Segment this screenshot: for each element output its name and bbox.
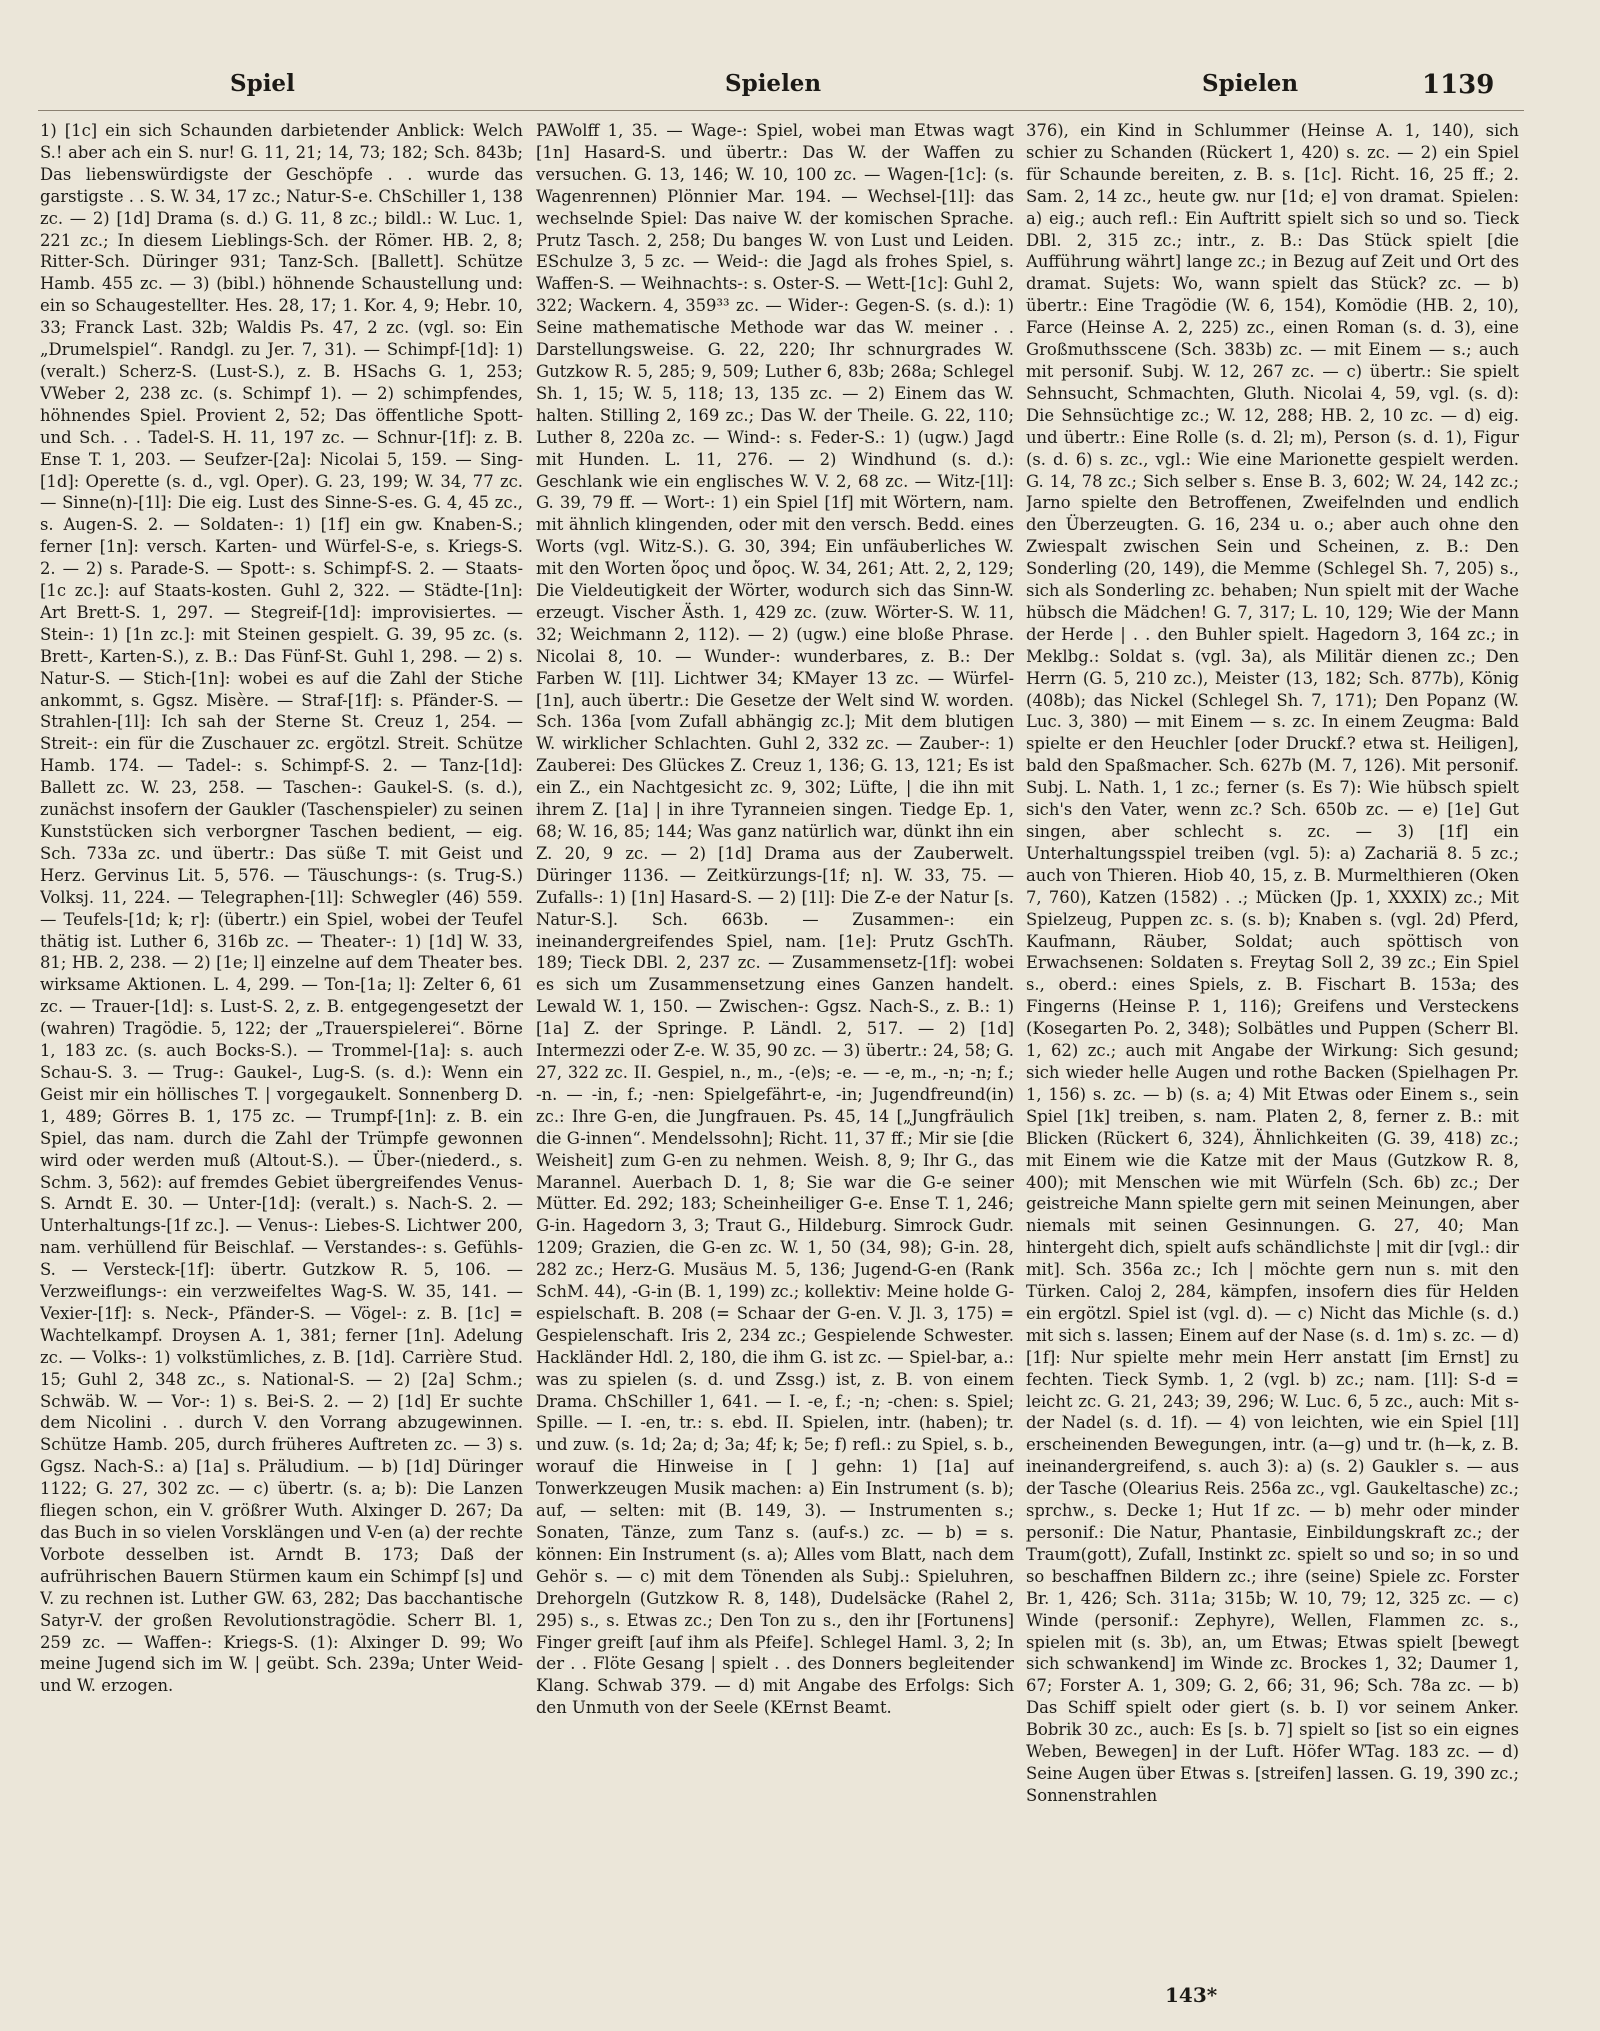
page-number: 1139 bbox=[1422, 70, 1495, 100]
running-header bbox=[0, 70, 1600, 110]
header-center-word: Spielen bbox=[725, 70, 822, 97]
text-column-1 bbox=[40, 120, 523, 1960]
text-column-2 bbox=[536, 120, 1014, 1960]
column-3-text: 376), ein Kind in Schlummer (Heinse A. 1, 140), sich schier zu Schanden (Rückert 1, 420) s. zc. — 2) ein Spiel für Schaunde bereiten, z. B. s. [1c]. Richt. 16, 25 ff.; 2. Sam. 2, 14 zc., heute gw. nur [1d; e] von dramat. Spielen: a) eig.; auch refl.: Ein Auftritt spielt sich so und so. Tieck DBl. 2, 315 zc.; intr., z. B.: Das Stück spielt [die Aufführung währt] lange zc.; in Bezug auf Zeit und Ort des dramat. Sujets: Wo, wann spielt das Stück? zc. — b) übertr.: Eine Tragödie (W. 6, 154), Komödie (HB. 2, 10), Farce (Heinse A. 2, 225) zc., einen Roman (s. d. 3), eine Großmuthsscene (Sch. 383b) zc. — mit Einem — s.; auch mit personif. Subj. W. 12, 267 zc. — c) übertr.: Sie spielt Sehnsucht, Schmachten, Gluth. Nicolai 4, 59, vgl. (s. d): Die Sehnsüchtige zc.; W. 12, 288; HB. 2, 10 zc. — d) eig. und übertr.: Eine Rolle (s. d. 2l; m), Person (s. d. 1), Figur (s. d. 6) s. zc., vgl.: Wie eine Marionette gespielt werden. G. 14, 78 zc.; Sich selber s. Ense B. 3, 602; W. 24, 142 zc.; Jarno spielte den Betroffenen, Zweifelnden und endlich den Überzeugten. G. 16, 234 u. o.; aber auch ohne den Zwiespalt zwischen Sein und Scheinen, z. B.: Den Sonderling (20, 149), die Memme (Schlegel Sh. 7, 205) s., sich als Sonderling zc. behaben; Nun spielt mit der Wache hübsch die Mädchen! G. 7, 317; L. 10, 129; Wie der Mann der Herde | . . den Buhler spielt. Hagedorn 3, 164 zc.; in Meklbg.: Soldat s. (vgl. 3a), als Militär dienen zc.; Den Herrn (G. 5, 210 zc.), Meister (13, 182; Sch. 877b), König (408b); das Nickel (Schlegel Sh. 7, 171); Den Popanz (W. Luc. 3, 380) — mit Einem — s. zc. In einem Zeugma: Bald spielte er den Heuchler [oder Druckf.? etwa st. Heiligen], bald den Spaßmacher. Sch. 627b (M. 7, 126). Mit personif. Subj. L. Nath. 1, 1 zc.; ferner (s. Es 7): Wie hübsch spielt sich's den Vater, wenn zc.? Sch. 650b zc. — e) [1e] Gut singen, aber schlecht s. zc. — 3) [1f] ein Unterhaltungsspiel treiben (vgl. 5): a) Zachariä 8. 5 zc.; auch von Thieren. Hiob 40, 15, z. B. Murmelthieren (Oken 7, 760), Katzen (1582) . .; Mücken (Jp. 1, XXXIX) zc.; Mit Spielzeug, Puppen zc. s. (s. b); Knaben s. (vgl. 2d) Pferd, Kaufmann, Räuber, Soldat; auch spöttisch von Erwachsenen: Soldaten s. Freytag Soll 2, 39 zc.; Ein Spiel s., oberd.: eines Spiels, z. B. Fischart B. 153a; des Fingerns (Heinse P. 1, 116); Greifens und Versteckens (Kosegarten Po. 2, 348); Solbätles und Puppen (Scherr Bl. 1, 62) zc.; auch mit Angabe der Wirkung: Sich gesund; sich wieder helle Augen und rothe Backen (Spielhagen Pr. 1, 156) s. zc. — b) (s. a; 4) Mit Etwas oder Einem s., sein Spiel [1k] treiben, s. nam. Platen 2, 8, ferner z. B.: mit Blicken (Rückert 6, 324), Ähnlichkeiten (G. 39, 418) zc.; mit Einem wie die Katze mit der Maus (Gutzkow R. 8, 400); mit Menschen wie mit Würfeln (Sch. 6b) zc.; Der geistreiche Mann spielte gern mit seinen Meinungen, aber niemals mit seinen Gesinnungen. G. 27, 40; Man hintergeht dich, spielt aufs schändlichste | mit dir [vgl.: dir mit]. Sch. 356a zc.; Ich | möchte gern nun s. mit den Türken. Caloj 2, 284, kämpfen, insofern dies für Helden ein ergötzl. Spiel ist (vgl. d). — c) Nicht das Michle (s. d.) mit sich s. lassen; Einem auf der Nase (s. d. 1m) s. zc. — d) [1f]: Nur spielte mehr mein Herr anstatt [im Ernst] zu fechten. Tieck Symb. 1, 2 (vgl. b) zc.; nam. [1l]: S-d = leicht zc. G. 21, 243; 39, 296; W. Luc. 6, 5 zc., auch: Mit s-der Nadel (s. d. 1f). — 4) von leichten, wie ein Spiel [1l] erscheinenden Bewegungen, intr. (a—g) und tr. (h—k, z. B. ineinandergreifend, s. auch 3): a) (s. 2) Gaukler s. — aus der Tasche (Olearius Reis. 256a zc., vgl. Gaukeltasche) zc.; sprchw., s. Decke 1; Hut 1f zc. — b) mehr oder minder personif.: Die Natur, Phantasie, Einbildungskraft zc.; der Traum(gott), Zufall, Instinkt zc. spielt so und so; in so und so beschaffnen Bildern zc.; ihre (seine) Spiele zc. Forster Br. 1, 426; Sch. 311a; 315b; W. 10, 79; 12, 325 zc. — c) Winde (personif.: Zephyre), Wellen, Flammen zc. s., spielen mit (s. 3b), an, um Etwas; Etwas spielt [bewegt sich schwankend] im Winde zc. Brockes 1, 32; Daumer 1, 67; Forster A. 1, 309; G. 2, 66; 31, 96; Sch. 78a zc. — b) Das Schiff spielt oder giert (s. b. I) vor seinem Anker. Bobrik 30 zc., auch: Es [s. b. 7] spielt so [ist so ein eignes Weben, Bewegen] in der Luft. Höfer WTag. 183 zc. — d) Seine Augen über Etwas s. [streifen] lassen. G. 19, 390 zc.; Sonnenstrahlen bbox=[1026, 121, 1519, 1805]
header-rule bbox=[38, 110, 1524, 111]
column-2-text: PAWolff 1, 35. — Wage-: Spiel, wobei man Etwas wagt [1n] Hasard-S. und übertr.: Das W. der Waffen zu versuchen. G. 13, 146; W. 10, 100 zc. — Wagen-[1c]: (s. Wagenrennen) Plönnier Mar. 194. — Wechsel-[1l]: das wechselnde Spiel: Das naive W. der komischen Sprache. Prutz Tasch. 2, 258; Du banges W. von Lust und Leiden. ESchulze 3, 5 zc. — Weid-: die Jagd als frohes Spiel, s. Waffen-S. — Weihnachts-: s. Oster-S. — Wett-[1c]: Guhl 2, 322; Wackern. 4, 359³³ zc. — Wider-: Gegen-S. (s. d.): 1) Seine mathematische Methode war das W. meiner . . Darstellungsweise. G. 22, 220; Ihr schnurgrades W. Gutzkow R. 5, 285; 9, 509; Luther 6, 83b; 268a; Schlegel Sh. 1, 15; W. 5, 118; 13, 135 zc. — 2) Einem das W. halten. Stilling 2, 169 zc.; Das W. der Theile. G. 22, 110; Luther 8, 220a zc. — Wind-: s. Feder-S.: 1) (ugw.) Jagd mit Hunden. L. 11, 276. — 2) Windhund (s. d.): Geschlank wie ein englisches W. V. 2, 68 zc. — Witz-[1l]: G. 39, 79 ff. — Wort-: 1) ein Spiel [1f] mit Wörtern, nam. mit ähnlich klingenden, oder mit den versch. Bedd. eines Worts (vgl. Witz-S.). G. 30, 394; Ein unfäuberliches W. mit den Worten ὅρος und ὄρος. W. 34, 261; Att. 2, 2, 129; Die Vieldeutigkeit der Wörter, wodurch sich das Sinn-W. erzeugt. Vischer Ästh. 1, 429 zc. (zuw. Wörter-S. W. 11, 32; Weichmann 2, 112). — 2) (ugw.) eine bloße Phrase. Nicolai 8, 10. — Wunder-: wunderbares, z. B.: Der Farben W. [1l]. Lichtwer 34; KMayer 13 zc. — Würfel-[1n], auch übertr.: Die Gesetze der Welt sind W. worden. Sch. 136a [vom Zufall abhängig zc.]; Mit dem blutigen W. wirklicher Schlachten. Guhl 2, 332 zc. — Zauber-: 1) Zauberei: Des Glückes Z. Creuz 1, 136; G. 13, 121; Es ist ein Z., ein Nachtgesicht zc. 9, 302; Lüfte, | die ihn mit ihrem Z. [1a] | in ihre Tyranneien singen. Tiedge Ep. 1, 68; W. 16, 85; 144; Was ganz natürlich war, dünkt ihn ein Z. 20, 9 zc. — 2) [1d] Drama aus der Zauberwelt. Düringer 1136. — Zeitkürzungs-[1f; n]. W. 33, 75. — Zufalls-: 1) [1n] Hasard-S. — 2) [1l]: Die Z-e der Natur [s. Natur-S.]. Sch. 663b. — Zusammen-: ein ineinandergreifendes Spiel, nam. [1e]: Prutz GschTh. 189; Tieck DBl. 2, 237 zc. — Zusammensetz-[1f]: wobei es sich um Zusammensetzung eines Ganzen handelt. Lewald W. 1, 150. — Zwischen-: Ggsz. Nach-S., z. B.: 1) [1a] Z. der Springe. P. Ländl. 2, 517. — 2) [1d] Intermezzi oder Z-e. W. 35, 90 zc. — 3) übertr.: 24, 58; G. 27, 322 zc. II. Gespiel, n., m., -(e)s; -e. — -e, m., -n; -n; f.; -n. — -in, f.; -nen: Spielgefährt-e, -in; Jugendfreund(in) zc.: Ihre G-en, die Jungfrauen. Ps. 45, 14 [„Jungfräulich die G-innen“. Mendelssohn]; Richt. 11, 37 ff.; Mir sie [die Weisheit] zum G-en zu nehmen. Weish. 8, 9; Ihr G., das Marannel. Auerbach D. 1, 8; Sie war die G-e seiner Mütter. Ed. 292; 183; Scheinheiliger G-e. Ense T. 1, 246; G-in. Hagedorn 3, 3; Traut G., Hildeburg. Simrock Gudr. 1209; Grazien, die G-en zc. W. 1, 50 (34, 98); G-in. 28, 282 zc.; Herz-G. Musäus M. 5, 136; Jugend-G-en (Rank SchM. 44), -G-in (B. 1, 199) zc.; kollektiv: Meine holde G-espielschaft. B. 208 (= Schaar der G-en. V. Jl. 3, 175) = Gespielenschaft. Iris 2, 234 zc.; Gespielende Schwester. Hackländer Hdl. 2, 180, die ihm G. ist zc. — Spiel-bar, a.: was zu spielen (s. d. und Zssg.) ist, z. B. von einem Drama. ChSchiller 1, 641. — I. -e, f.; -n; -chen: s. Spiel; Spille. — I. -en, tr.: s. ebd. II. Spielen, intr. (haben); tr. und zuw. (s. 1d; 2a; d; 3a; 4f; k; 5e; f) refl.: zu Spiel, s. b., worauf die Hinweise in [ ] gehn: 1) [1a] auf Tonwerkzeugen Musik machen: a) Ein Instrument (s. b); auf, — selten: mit (B. 149, 3). — Instrumenten s.; Sonaten, Tänze, zum Tanz s. (auf-s.) zc. — b) = s. können: Ein Instrument (s. a); Alles vom Blatt, nach dem Gehör s. — c) mit dem Tönenden als Subj.: Spieluhren, Drehorgeln (Gutzkow R. 8, 148), Dudelsäcke (Rahel 2, 295) s., s. Etwas zc.; Den Ton zu s., den ihr [Fortunens] Finger greift [auf ihm als Pfeife]. Schlegel Haml. 3, 2; In der . . Flöte Gesang | spielt . . des Donners begleitender Klang. Schwab 379. — d) mit Angabe des Erfolgs: Sich den Unmuth von der Seele (KErnst Beamt. bbox=[536, 121, 1014, 1718]
column-1-text: 1) [1c] ein sich Schaunden darbietender Anblick: Welch S.! aber ach ein S. nur! G. 11, 21; 14, 73; 182; Sch. 843b; Das liebenswürdigste der Geschöpfe . . wurde das garstigste . . S. W. 34, 17 zc.; Natur-S-e. ChSchiller 1, 138 zc. — 2) [1d] Drama (s. d.) G. 11, 8 zc.; bildl.: W. Luc. 1, 221 zc.; In diesem Lieblings-Sch. der Römer. HB. 2, 8; Ritter-Sch. Düringer 931; Tanz-Sch. [Ballett]. Schütze Hamb. 455 zc. — 3) (bibl.) höhnende Schaustellung und: ein so Schaugestellter. Hes. 28, 17; 1. Kor. 4, 9; Hebr. 10, 33; Franck Last. 32b; Waldis Ps. 47, 2 zc. (vgl. so: Ein „Drumelspiel“. Randgl. zu Jer. 7, 31). — Schimpf-[1d]: 1) (veralt.) Scherz-S. (Lust-S.), z. B. HSachs G. 1, 253; VWeber 2, 238 zc. (s. Schimpf 1). — 2) schimpfendes, höhnendes Spiel. Provient 2, 52; Das öffentliche Spott- und Sch. . . Tadel-S. H. 11, 197 zc. — Schnur-[1f]: z. B. Ense T. 1, 203. — Seufzer-[2a]: Nicolai 5, 159. — Sing-[1d]: Operette (s. d., vgl. Oper). G. 23, 199; W. 34, 77 zc. — Sinne(n)-[1l]: Die eig. Lust des Sinne-S-es. G. 4, 45 zc., s. Augen-S. 2. — Soldaten-: 1) [1f] ein gw. Knaben-S.; ferner [1n]: versch. Karten- und Würfel-S-e, s. Kriegs-S. 2. — 2) s. Parade-S. — Spott-: s. Schimpf-S. 2. — Staats-[1c zc.]: auf Staats-kosten. Guhl 2, 322. — Städte-[1n]: Art Brett-S. 1, 297. — Stegreif-[1d]: improvisiertes. — Stein-: 1) [1n zc.]: mit Steinen gespielt. G. 39, 95 zc. (s. Brett-, Karten-S.), z. B.: Das Fünf-St. Guhl 1, 298. — 2) s. Natur-S. — Stich-[1n]: wobei es auf die Zahl der Stiche ankommt, s. Ggsz. Misère. — Straf-[1f]: s. Pfänder-S. — Strahlen-[1l]: Ich sah der Sterne St. Creuz 1, 254. — Streit-: ein für die Zuschauer zc. ergötzl. Streit. Schütze Hamb. 174. — Tadel-: s. Schimpf-S. 2. — Tanz-[1d]: Ballett zc. W. 23, 258. — Taschen-: Gaukel-S. (s. d.), zunächst insofern der Gaukler (Taschenspieler) zu seinen Kunststücken sich verborgner Taschen bedient, — eig. Sch. 733a zc. und übertr.: Das süße T. mit Geist und Herz. Gervinus Lit. 5, 576. — Täuschungs-: (s. Trug-S.) Volksj. 11, 224. — Telegraphen-[1l]: Schwegler (46) 559. — Teufels-[1d; k; r]: (übertr.) ein Spiel, wobei der Teufel thätig ist. Luther 6, 316b zc. — Theater-: 1) [1d] W. 33, 81; HB. 2, 238. — 2) [1e; l] einzelne auf dem Theater bes. wirksame Aktionen. L. 4, 299. — Ton-[1a; l]: Zelter 6, 61 zc. — Trauer-[1d]: s. Lust-S. 2, z. B. entgegengesetzt der (wahren) Tragödie. 5, 122; der „Trauerspielerei“. Börne 1, 183 zc. (s. auch Bocks-S.). — Trommel-[1a]: s. auch Schau-S. 3. — Trug-: Gaukel-, Lug-S. (s. d.): Wenn ein Geist mir ein höllisches T. | vorgegaukelt. Sonnenberg D. 1, 489; Görres B. 1, 175 zc. — Trumpf-[1n]: z. B. ein Spiel, das nam. durch die Zahl der Trümpfe gewonnen wird oder werden muß (Altout-S.). — Über-(niederd., s. Schm. 3, 562): auf fremdes Gebiet übergreifendes Venus-S. Arndt E. 30. — Unter-[1d]: (veralt.) s. Nach-S. 2. — Unterhaltungs-[1f zc.]. — Venus-: Liebes-S. Lichtwer 200, nam. verhüllend für Beischlaf. — Verstandes-: s. Gefühls-S. — Versteck-[1f]: übertr. Gutzkow R. 5, 106. — Verzweiflungs-: ein verzweifeltes Wag-S. W. 35, 141. — Vexier-[1f]: s. Neck-, Pfänder-S. — Vögel-: z. B. [1c] = Wachtelkampf. Droysen A. 1, 381; ferner [1n]. Adelung zc. — Volks-: 1) volkstümliches, z. B. [1d]. Carrière Stud. 15; Guhl 2, 348 zc., s. National-S. — 2) [2a] Schm.; Schwäb. W. — Vor-: 1) s. Bei-S. 2. — 2) [1d] Er suchte dem Nicolini . . durch V. den Vorrang abzugewinnen. Schütze Hamb. 205, durch früheres Auftreten zc. — 3) s. Ggsz. Nach-S.: a) [1a] s. Präludium. — b) [1d] Düringer 1122; G. 27, 302 zc. — c) übertr. (s. a; b): Die Lanzen fliegen schon, ein V. größrer Wuth. Alxinger D. 267; Da das Buch in so vielen Vorsklängen und V-en (a) der rechte Vorbote desselben ist. Arndt B. 173; Daß der aufrührischen Bauern Stürmen kaum ein Schimpf [s] und V. zu rechnen ist. Luther GW. 63, 282; Das bacchantische Satyr-V. der großen Revolutionstragödie. Scherr Bl. 1, 259 zc. — Waffen-: Kriegs-S. (1): Alxinger D. 99; Wo meine Jugend sich im W. | geübt. Sch. 239a; Unter Weid- und W. erzogen. bbox=[40, 121, 523, 1696]
sheet-signature: 143* bbox=[1165, 1983, 1218, 2007]
header-left-word: Spiel bbox=[230, 70, 295, 97]
header-right-word: Spielen bbox=[1202, 70, 1299, 97]
text-column-3 bbox=[1026, 120, 1519, 1960]
